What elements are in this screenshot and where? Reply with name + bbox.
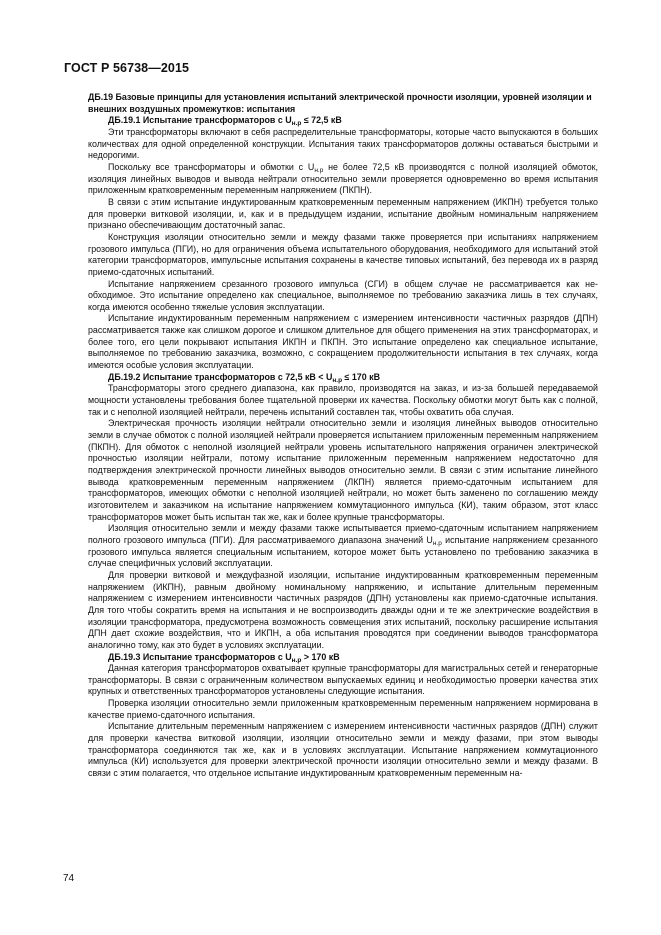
- paragraph: Испытание длительным переменным напряжением с измерением интенсивности частичных разрядов (ДПН) служит для проверки качества витковой изоляции, изоляции относительно земли и между фазами, при этом выводы трансформатора соединяются так же, как и в условиях эксплуатации. Испытание напряжением коммутационного импульса (КИ) используется для проверки электрической прочности изоляции относительно земли и между фазами. В связи с этим полагается, что отдельное испытание индуктированным кратковременным переменным на-: [88, 721, 598, 779]
- paragraph: Для проверки витковой и междуфазной изоляции, испытание индуктированным кратковременным переменным напряжением (ИКПН), равным двойному номинальному напряжению, и испытание длительным переменным напряжением с измерением интенсивности частичных разрядов (ДПН) установлены как приемо-сдаточные испытания. Для того чтобы сократить время на испытания и не воспроизводить дважды одни и те же электрические воздействия в изоляции трансформатора, предусмотрена возможность совмещения этих испытаний, поскольку расширение испытания ДПН дает схожие воздействия, что и ИКПН, а оба испытания проводятся при соединении выводов трансформатора аналогично тому, как это будет в условиях эксплуатации.: [88, 569, 598, 650]
- subsection-heading: ДБ.19.2 Испытание трансформаторов с 72,5 кВ < $U_{н.р} \le 170$ кВ: [108, 371, 380, 384]
- paragraph: Испытание индуктированным переменным напряжением с измерением интенсивности частичных разрядов (ДПН) рассматривается также как слишком дорогое и слишком длительное для общего применения на этих трансформаторах, и более того, его цели покрывают испытания ИКПН и ПКПН. Это испытание определено как специальное испытание, выполняемое по требованию заказчика, возможно, с сокращением продолжительности испытания в тех случаях, когда имеются особые условия эксплуатации.: [88, 313, 598, 371]
- paragraph: Трансформаторы этого среднего диапазона, как правило, производятся на заказ, и из-за большей передаваемой мощности установлены требования более тщательной проверки их качества. Поскольку обмотки могут быть как с полной, так и с неполной изоляцией нейтрали, перечень испытаний составлен так, чтобы охватить оба случая.: [88, 383, 598, 417]
- page-number: 74: [63, 873, 75, 884]
- paragraph: Испытание напряжением срезанного грозового импульса (СГИ) в общем случае не рассматривается как необходимое. Это испытание определено как специальное, выполняемое по требованию заказчика лишь в тех случаях, когда имеются особенно тяжелые условия эксплуатации.: [88, 278, 598, 312]
- paragraph: Поскольку все трансформаторы и обмотки с $U_{н.р}$ не более 72,5 кВ производятся с полной изоляцией обмоток, изоляция линейных выводов и вывода нейтрали относительно земли проверяется одновременно во время испытания приложенным кратковременным переменным напряжением (ПКПН).: [88, 161, 598, 196]
- paragraph: Проверка изоляции относительно земли приложенным кратковременным переменным напряжением нормирована в качестве приемо-сдаточного испытания.: [88, 698, 598, 720]
- document-header: ГОСТ Р 56738—2015: [64, 61, 190, 75]
- paragraph: Эти трансформаторы включают в себя распределительные трансформаторы, которые часто выпускаются в больших количествах для одной определенной конструкции. Испытания таких трансформаторов должны оставаться быстрыми и недорогими.: [88, 126, 598, 161]
- section-heading: ДБ.19 Базовые принципы для установления испытаний электрической прочности изоляции, уровней изоляции и внешних воздушных промежутков: испытания: [88, 92, 592, 114]
- paragraph: Электрическая прочность изоляции нейтрали относительно земли и изоляция линейных выводов относительно земли в случае обмоток с полной изоляцией нейтрали проверяется испытанием приложенным переменным напряжением (ПКПН). Для обмоток с неполной изоляцией нейтрали уровень испытательного напряжения ограничен электрической прочностью изоляции нейтрали, потому испытание приложенным переменным напряжением недостаточно для подтверждения электрической прочности линейных выводов относительно земли. В связи с этим испытание линейного вывода кратковременным переменным напряжением (ЛКПН) является приемо-сдаточным испытанием для трансформаторов, имеющих обмотки с неполной изоляцией нейтрали, но может быть заменено по соглашению между изготовителем и заказчиком на испытание напряжением коммутационного импульса (КИ), таким образом, этот класс трансформаторов может быть испытан так же, как и более крупные трансформаторы.: [88, 418, 598, 522]
- subsection-heading: ДБ.19.3 Испытание трансформаторов с $U_{н.р} > 170$ кВ: [108, 651, 340, 664]
- paragraph: Изоляция относительно земли и между фазами также испытывается приемо-сдаточным испытанием напряжением полного грозового импульса (ПГИ). Для рассматриваемого диапазона значений $U_{н.р}$ испытание напряжением срезанного грозового импульса является специальным испытанием, которое может быть установлено по требованию заказчика в случае специфичных условий эксплуатации.: [88, 523, 598, 569]
- subsection-heading: ДБ.19.1 Испытание трансформаторов с $U_{н.р} \le 72,5$ кВ: [108, 115, 342, 128]
- paragraph: В связи с этим испытание индуктированным кратковременным переменным напряжением (ИКПН) требуется только для проверки витковой изоляции, и, как и в предыдущем издании, испытание двойным номинальным напряжением признано обеспечивающим достаточный запас.: [88, 196, 598, 231]
- document-body: [88, 90, 598, 780]
- paragraph: Данная категория трансформаторов охватывает крупные трансформаторы для магистральных сетей и генераторные трансформаторы. В связи с ограниченным количеством выпускаемых единиц и необходимостью проверки качества этих крупных и ответственных трансформаторов установлены следующие испытания.: [88, 663, 598, 697]
- paragraph: Конструкция изоляции относительно земли и между фазами также проверяется при испытаниях напряжением грозового импульса (ПГИ), но для ограничения объема испытательного оборудования, необходимого для испытаний этой категории трансформаторов, импульсные испытания сохранены в качестве типовых испытаний, без перевода их в разряд приемо-сдаточных испытаний.: [88, 231, 598, 277]
